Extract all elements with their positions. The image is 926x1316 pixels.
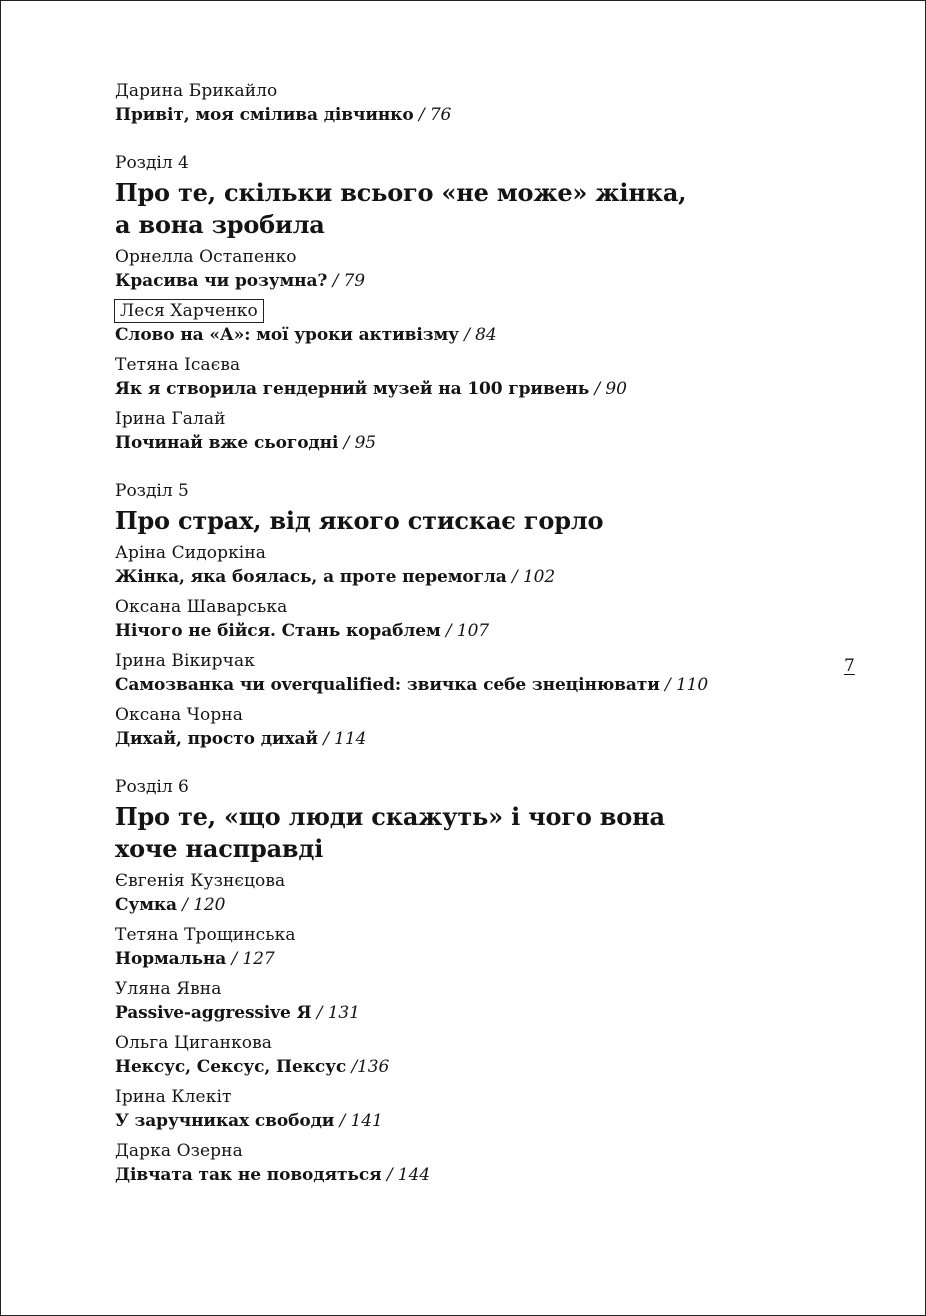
entry-title: Нормальна xyxy=(115,949,227,969)
entry-page: / 107 xyxy=(440,621,490,641)
entry-title-line[interactable] xyxy=(115,1055,815,1079)
toc-entry xyxy=(115,869,815,917)
entry-title-line[interactable] xyxy=(115,323,815,347)
section-4 xyxy=(115,151,815,455)
section-6 xyxy=(115,775,815,1187)
entry-title-line[interactable] xyxy=(115,269,815,293)
entry-title-line[interactable] xyxy=(115,565,815,589)
section-title xyxy=(115,801,815,865)
entry-title-line[interactable] xyxy=(115,103,815,127)
entry-page: / 131 xyxy=(311,1003,360,1023)
entry-page: / 102 xyxy=(506,567,556,587)
entry-title-line[interactable] xyxy=(115,673,815,697)
entry-author: Уляна Явна xyxy=(115,979,222,999)
section-title-line: Про страх, від якого стискає горло xyxy=(115,506,604,535)
entry-page: / 127 xyxy=(226,949,275,969)
entry-title: Дівчата так не поводяться xyxy=(115,1165,382,1185)
section-title-line: Про те, скільки всього «не може» жінка, xyxy=(115,178,687,207)
entry-title: Нексус, Сексус, Пексус xyxy=(115,1057,347,1077)
entry-page: / 84 xyxy=(458,325,497,345)
entry-title-line[interactable] xyxy=(115,1163,815,1187)
entry-author: Ольга Циганкова xyxy=(115,1033,273,1053)
entry-author: Ірина Галай xyxy=(115,409,226,429)
entry-title: Жінка, яка боялась, а проте перемогла xyxy=(115,567,507,587)
entry-title: Нічого не бійся. Стань кораблем xyxy=(115,621,441,641)
entry-author: Оксана Шаварська xyxy=(115,597,288,617)
entry-author: Тетяна Ісаєва xyxy=(115,355,241,375)
section-title-line: хоче насправді xyxy=(115,834,324,863)
entry-title-line[interactable] xyxy=(115,619,815,643)
page-number: 7 xyxy=(844,656,855,676)
entry-author: Тетяна Трощинська xyxy=(115,925,296,945)
entry-title: Сумка xyxy=(115,895,177,915)
toc-entry xyxy=(115,79,815,127)
entry-author: Ірина Вікирчак xyxy=(115,651,255,671)
entry-title: Привіт, моя смілива дівчинко xyxy=(115,105,414,125)
entry-author: Євгенія Кузнєцова xyxy=(115,871,286,891)
section-label: Розділ 6 xyxy=(115,777,189,797)
entry-author: Оксана Чорна xyxy=(115,705,244,725)
toc-entry xyxy=(115,595,815,643)
toc-entry xyxy=(115,541,815,589)
toc-entry xyxy=(115,923,815,971)
toc-entry xyxy=(115,977,815,1025)
entry-author: Дарина Брикайло xyxy=(115,81,278,101)
section-title xyxy=(115,177,815,241)
entry-title-line[interactable] xyxy=(115,893,815,917)
entry-page: / 114 xyxy=(317,729,367,749)
entry-page: / 95 xyxy=(338,433,377,453)
section-title-line: Про те, «що люди скажуть» і чого вона xyxy=(115,802,665,831)
entry-title: Passive-aggressive Я xyxy=(115,1003,312,1023)
toc-entry xyxy=(115,1085,815,1133)
section-label: Розділ 4 xyxy=(115,153,189,173)
section-title-line: а вона зробила xyxy=(115,210,325,239)
entry-author: Дарка Озерна xyxy=(115,1141,243,1161)
entry-title-line[interactable] xyxy=(115,377,815,401)
toc-entry xyxy=(115,1139,815,1187)
toc-entry xyxy=(115,649,815,697)
entry-title: Як я створила гендерний музей на 100 гривень xyxy=(115,379,590,399)
entry-title-line[interactable] xyxy=(115,1109,815,1133)
entry-title: Красива чи розумна? xyxy=(115,271,328,291)
section-label: Розділ 5 xyxy=(115,481,189,501)
toc-entry xyxy=(115,299,815,347)
toc-entry xyxy=(115,407,815,455)
entry-author: Ірина Клекіт xyxy=(115,1087,232,1107)
highlighted-author[interactable]: Леся Харченко xyxy=(114,299,264,323)
entry-page: / 141 xyxy=(334,1111,383,1131)
entry-page: / 120 xyxy=(176,895,226,915)
entry-author xyxy=(115,299,815,323)
entry-title: У заручниках свободи xyxy=(115,1111,335,1131)
entry-author: Орнелла Остапенко xyxy=(115,247,297,267)
toc-entry xyxy=(115,1031,815,1079)
entry-title-line[interactable] xyxy=(115,1001,815,1025)
entry-title-line[interactable] xyxy=(115,431,815,455)
entry-page: / 110 xyxy=(659,675,709,695)
entry-title-line[interactable] xyxy=(115,947,815,971)
entry-title: Дихай, просто дихай xyxy=(115,729,318,749)
section-5 xyxy=(115,479,815,751)
entry-page: / 90 xyxy=(589,379,627,399)
entry-author: Аріна Сидоркіна xyxy=(115,543,267,563)
toc-entry xyxy=(115,245,815,293)
entry-page: / 144 xyxy=(381,1165,430,1185)
entry-page: / 76 xyxy=(413,105,452,125)
entry-title: Починай вже сьогодні xyxy=(115,433,339,453)
entry-page: /136 xyxy=(346,1057,390,1077)
section-title xyxy=(115,505,815,537)
entry-page: / 79 xyxy=(327,271,365,291)
entry-title: Слово на «А»: мої уроки активізму xyxy=(115,325,459,345)
entry-title-line[interactable] xyxy=(115,727,815,751)
table-of-contents xyxy=(115,79,815,1193)
toc-entry xyxy=(115,703,815,751)
entry-title: Самозванка чи overqualified: звичка себе знецінювати xyxy=(115,675,660,695)
toc-entry xyxy=(115,353,815,401)
